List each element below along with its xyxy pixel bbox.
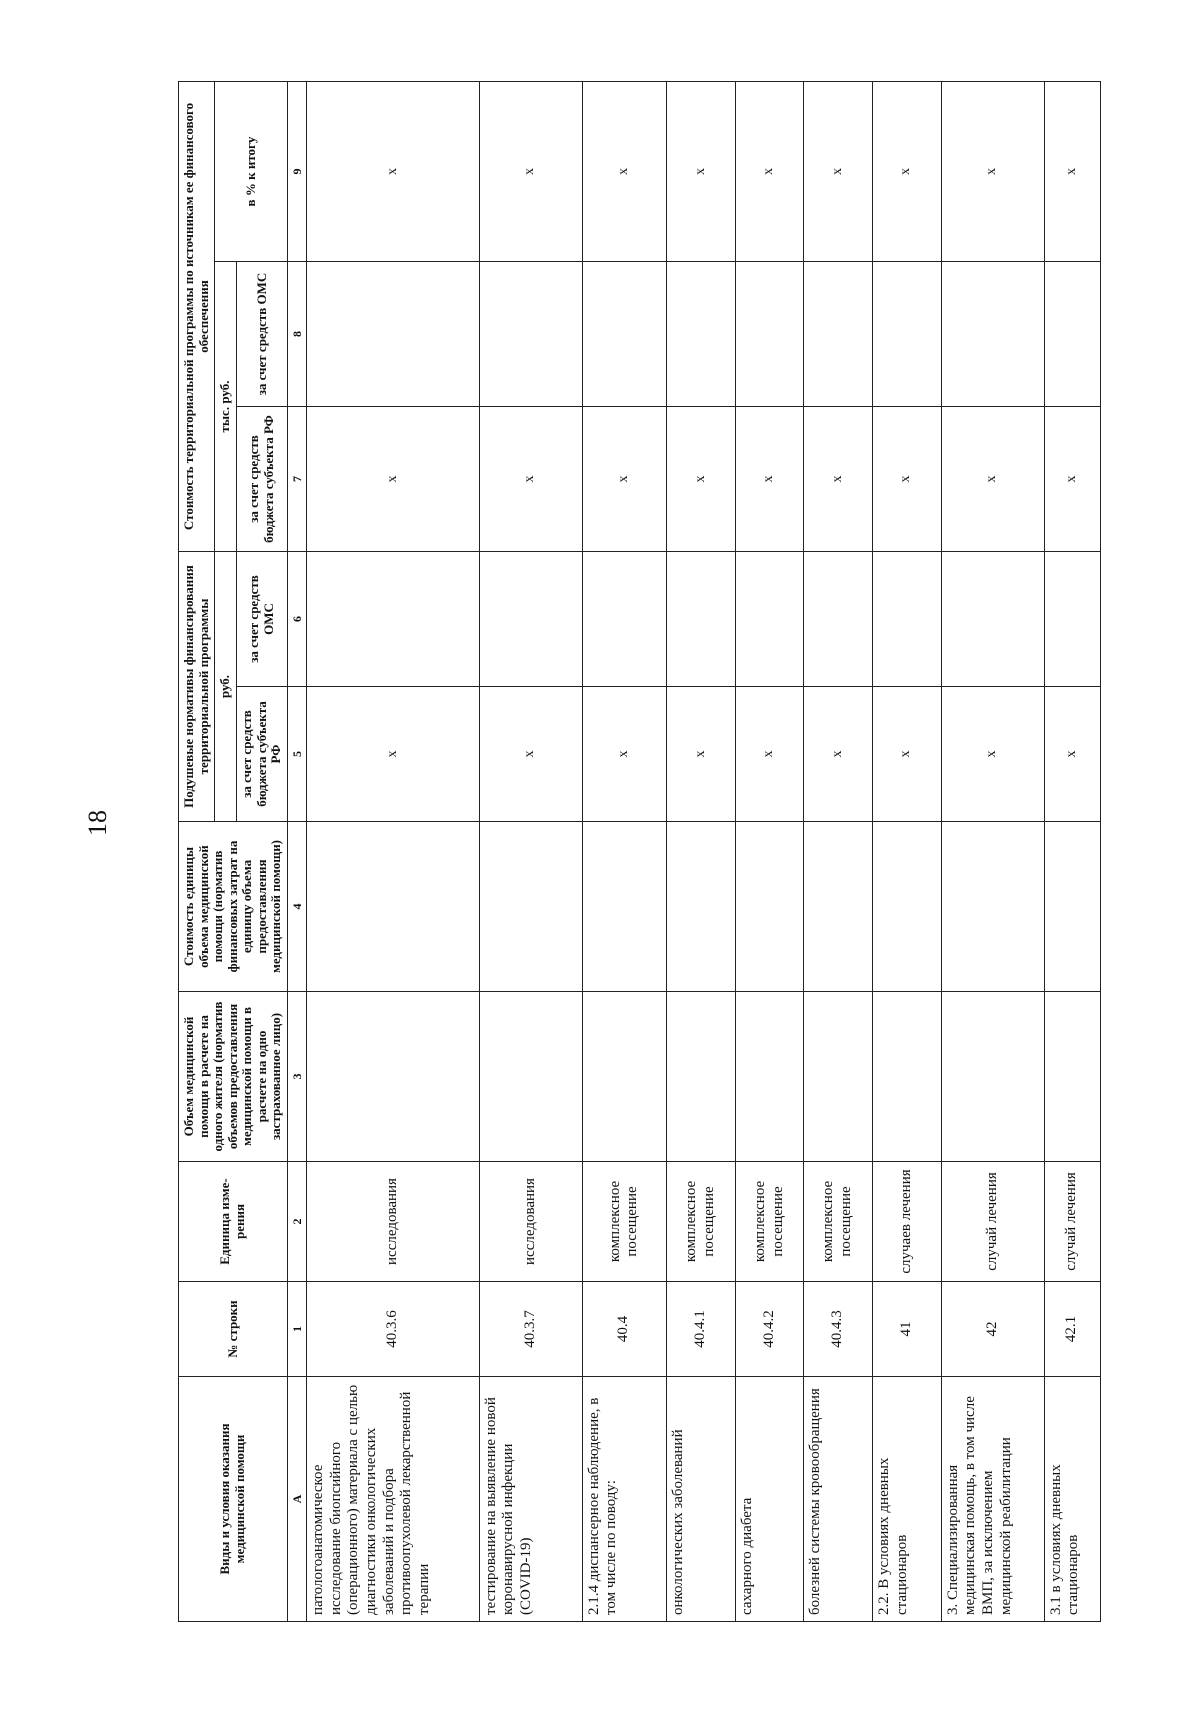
cell-c3 [804,992,873,1162]
cell-c7: х [479,407,582,552]
cell-no: 40.4.2 [735,1282,804,1377]
header-total-oms: за счет средств ОМС [237,262,288,407]
column-number: 1 [287,1282,306,1377]
cell-c3 [872,992,941,1162]
cell-c9: х [479,82,582,262]
column-number: 2 [287,1162,306,1282]
cell-c8 [872,262,941,407]
cell-c7: х [1044,407,1100,552]
cell-c9: х [872,82,941,262]
table-row [804,82,873,1622]
column-number: 4 [287,822,306,992]
table-row [582,82,666,1622]
cell-unit: исследования [306,1162,479,1282]
cell-c4 [804,822,873,992]
table-header [179,82,307,1622]
cell-c6 [479,552,582,687]
cell-c8 [306,262,479,407]
header-percent: в % к итогу [215,82,288,262]
cell-c5: х [1044,687,1100,822]
column-number: 3 [287,992,306,1162]
cell-no: 40.4 [582,1282,666,1377]
cell-c9: х [941,82,1044,262]
cell-c6 [941,552,1044,687]
header-per-capita: Подушевые нормативы финансирования территориальной программы [179,552,215,822]
column-number: А [287,1377,306,1622]
cell-c4 [872,822,941,992]
cell-c5: х [582,687,666,822]
cell-c5: х [804,687,873,822]
cell-c8 [804,262,873,407]
header-per-capita-oms: за счет средств ОМС [237,552,288,687]
cell-c6 [1044,552,1100,687]
cell-c6 [667,552,736,687]
cell-c5: х [667,687,736,822]
cell-c4 [582,822,666,992]
cell-no: 40.4.3 [804,1282,873,1377]
cell-c5: х [479,687,582,822]
table-container [178,82,1100,1622]
header-per-capita-unit: руб. [215,552,237,822]
column-number: 9 [287,82,306,262]
cell-name: сахарного диабета [735,1377,804,1622]
header-types: Виды и условия оказания медицинской помощи [179,1377,288,1622]
cell-unit: комплексное посещение [804,1162,873,1282]
cell-c6 [306,552,479,687]
cell-c8 [941,262,1044,407]
cell-no: 41 [872,1282,941,1377]
cell-c9: х [1044,82,1100,262]
header-volume: Объем медицинской помощи в расчете на одного жителя (норматив объемов предоставления медицинской помощи в расчете на одно застрахованное лицо) [179,992,288,1162]
cell-c8 [1044,262,1100,407]
cell-c5: х [941,687,1044,822]
cell-unit: исследования [479,1162,582,1282]
cell-c4 [667,822,736,992]
cell-unit: комплексное посещение [735,1162,804,1282]
header-unit: Единица изме-рения [179,1162,288,1282]
cell-c6 [804,552,873,687]
cell-c3 [582,992,666,1162]
cell-name: болезней системы кровообращения [804,1377,873,1622]
cell-name: 2.2. В условиях дневных стационаров [872,1377,941,1622]
cell-unit: случай лечения [1044,1162,1100,1282]
norms-table [178,81,1101,1622]
cell-name: тестирование на выявление новой коронавирусной инфекции (COVID-19) [479,1377,582,1622]
cell-c5: х [306,687,479,822]
cell-c9: х [667,82,736,262]
cell-c7: х [306,407,479,552]
cell-c9: х [582,82,666,262]
cell-no: 42 [941,1282,1044,1377]
page-number: 18 [83,810,112,836]
column-number: 6 [287,552,306,687]
cell-c8 [582,262,666,407]
cell-c4 [735,822,804,992]
cell-c3 [735,992,804,1162]
cell-no: 40.3.7 [479,1282,582,1377]
header-row-no: № строки [179,1282,288,1377]
cell-no: 40.3.6 [306,1282,479,1377]
cell-c8 [735,262,804,407]
header-total-cost: Стоимость территориальной программы по источникам ее финансового обеспечения [179,82,215,552]
header-cost-unit: Стоимость единицы объема медицинской помощи (норматив финансовых затрат на единицу объема предоставления медицинской помощи) [179,822,288,992]
cell-c8 [667,262,736,407]
cell-c3 [479,992,582,1162]
cell-c6 [872,552,941,687]
column-number: 7 [287,407,306,552]
table-body [306,82,1100,1622]
cell-c4 [306,822,479,992]
cell-c6 [582,552,666,687]
column-number: 5 [287,687,306,822]
cell-name: 3. Специализированная медицинская помощь, в том числе ВМП, за исключением медицинской реабилитации [941,1377,1044,1622]
table-row [1044,82,1100,1622]
cell-unit: случай лечения [941,1162,1044,1282]
column-number: 8 [287,262,306,407]
column-numbers-row [287,82,306,1622]
cell-c5: х [735,687,804,822]
cell-name: 3.1 в условиях дневных стационаров [1044,1377,1100,1622]
cell-c4 [479,822,582,992]
cell-c7: х [582,407,666,552]
table-row [479,82,582,1622]
cell-c3 [306,992,479,1162]
cell-c8 [479,262,582,407]
cell-no: 42.1 [1044,1282,1100,1377]
header-total-budget: за счет средств бюджета субъекта РФ [237,407,288,552]
cell-name: онкологических заболеваний [667,1377,736,1622]
table-row [306,82,479,1622]
cell-c7: х [667,407,736,552]
cell-no: 40.4.1 [667,1282,736,1377]
cell-c4 [1044,822,1100,992]
table-row [941,82,1044,1622]
cell-c9: х [804,82,873,262]
cell-unit: комплексное посещение [667,1162,736,1282]
cell-c7: х [804,407,873,552]
header-total-cost-unit: тыс. руб. [215,262,237,552]
cell-unit: комплексное посещение [582,1162,666,1282]
cell-c5: х [872,687,941,822]
table-row [667,82,736,1622]
cell-unit: случаев лечения [872,1162,941,1282]
cell-c7: х [735,407,804,552]
cell-c7: х [872,407,941,552]
cell-name: 2.1.4 диспансерное наблюдение, в том числе по поводу: [582,1377,666,1622]
cell-c9: х [306,82,479,262]
cell-c3 [941,992,1044,1162]
header-per-capita-budget: за счет средств бюджета субъекта РФ [237,687,288,822]
cell-c6 [735,552,804,687]
cell-c4 [941,822,1044,992]
cell-c9: х [735,82,804,262]
cell-c3 [1044,992,1100,1162]
cell-c3 [667,992,736,1162]
table-row [872,82,941,1622]
cell-name: патологоанатомическое исследование биопсийного (операционного) материала с целью диагностики онкологических заболеваний и подбора противоопухолевой лекарственной терапии [306,1377,479,1622]
table-row [735,82,804,1622]
cell-c7: х [941,407,1044,552]
